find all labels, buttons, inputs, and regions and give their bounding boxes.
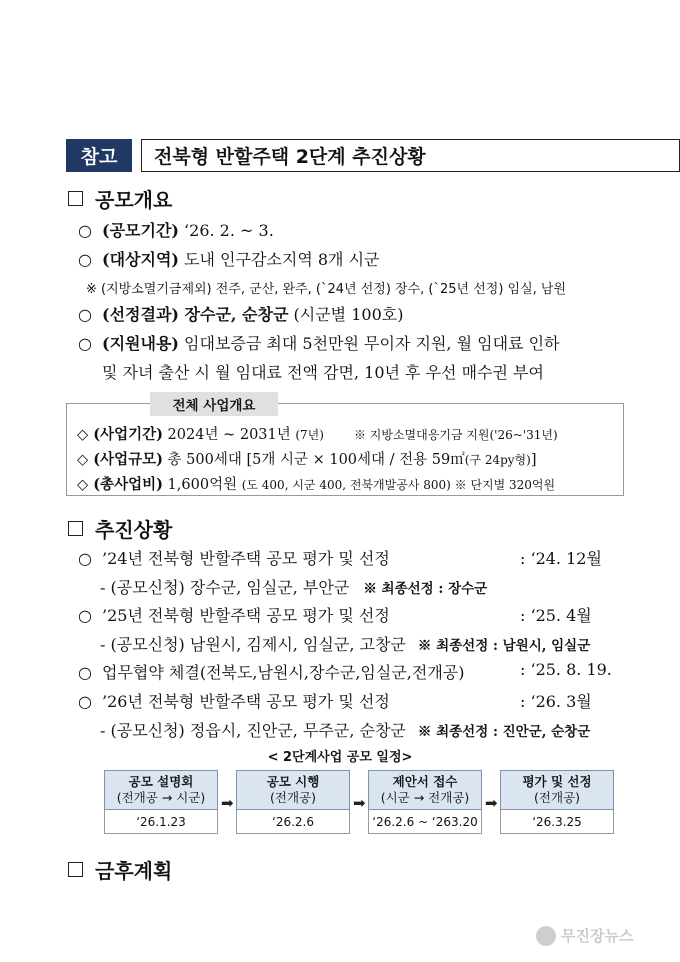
schedule-title: < 2단계사업 공모 일정>: [267, 750, 413, 765]
overview-tab: 전체 사업개요: [150, 392, 278, 416]
overview-period: ◇ (사업기간) 2024년 ~ 2031년 (7년) ※ 지방소멸대응기금 지원('26~'31년): [77, 426, 558, 443]
progress-date-26: : ‘26. 3월: [520, 692, 592, 711]
section-heading-progress: 추진상황: [68, 514, 172, 543]
header-row: [66, 139, 680, 172]
progress-sub-25: - (공모신청) 남원시, 김제시, 임실군, 고창군 ※ 최종선정 : 남원시, 임실군: [100, 635, 591, 654]
progress-date-mou: : ‘25. 8. 19.: [520, 660, 612, 679]
item-period: ○ (공모기간) ‘26. 2. ~ 3.: [78, 221, 274, 240]
schedule-step-4: 평가 및 선정 (전개공) ‘26.3.25: [500, 770, 614, 834]
square-bullet-icon: [68, 191, 83, 206]
item-result: ○ (선정결과) 장수군, 순창군 (시군별 100호): [78, 305, 404, 324]
reference-tag: 참고: [66, 139, 132, 172]
item-support-cont: 및 자녀 출산 시 월 임대료 전액 감면, 10년 후 우선 매수권 부여: [102, 363, 544, 382]
progress-sub-24: - (공모신청) 장수군, 임실군, 부안군 ※ 최종선정 : 장수군: [100, 578, 488, 597]
progress-item-24: ○ ’24년 전북형 반할주택 공모 평가 및 선정: [78, 549, 390, 568]
page-title: 전북형 반할주택 2단계 추진상황: [141, 139, 680, 172]
progress-sub-26: - (공모신청) 정읍시, 진안군, 무주군, 순창군 ※ 최종선정 : 진안군, 순창군: [100, 721, 591, 740]
arrow-right-icon: ➡: [485, 794, 498, 812]
item-support: ○ (지원내용) 임대보증금 최대 5천만원 무이자 지원, 월 임대료 인하: [78, 334, 560, 353]
square-bullet-icon: [68, 521, 83, 536]
arrow-right-icon: ➡: [353, 794, 366, 812]
schedule-step-1: 공모 설명회 (전개공 → 시군) ‘26.1.23: [104, 770, 218, 834]
section-heading-plan: 금후계획: [68, 855, 172, 884]
progress-item-25: ○ ’25년 전북형 반할주택 공모 평가 및 선정: [78, 606, 390, 625]
overview-box: [66, 403, 624, 496]
watermark-logo: 무진장뉴스: [536, 925, 633, 946]
square-bullet-icon: [68, 862, 83, 877]
overview-cost: ◇ (총사업비) 1,600억원 (도 400, 시군 400, 전북개발공사 800) ※ 단지별 320억원: [77, 476, 556, 493]
item-region: ○ (대상지역) 도내 인구감소지역 8개 시군: [78, 250, 380, 269]
section-heading-overview: 공모개요: [68, 184, 172, 213]
progress-date-25: : ‘25. 4월: [520, 606, 592, 625]
progress-item-mou: ○ 업무협약 체결(전북도,남원시,장수군,임실군,전개공): [78, 663, 465, 682]
schedule-step-2: 공모 시행 (전개공) ‘26.2.6: [236, 770, 350, 834]
arrow-right-icon: ➡: [221, 794, 234, 812]
item-region-note: ※ (지방소멸기금제외) 전주, 군산, 완주, (`24년 선정) 장수, (`25년 선정) 임실, 남원: [86, 282, 567, 297]
schedule-step-3: 제안서 접수 (시군 → 전개공) ‘26.2.6 ~ ‘263.20: [368, 770, 482, 834]
logo-icon: [536, 926, 556, 946]
progress-item-26: ○ ’26년 전북형 반할주택 공모 평가 및 선정: [78, 692, 390, 711]
overview-scale: ◇ (사업규모) 총 500세대 [5개 시군 × 100세대 / 전용 59㎡(구 24py형)]: [77, 451, 537, 468]
progress-date-24: : ‘24. 12월: [520, 549, 602, 568]
